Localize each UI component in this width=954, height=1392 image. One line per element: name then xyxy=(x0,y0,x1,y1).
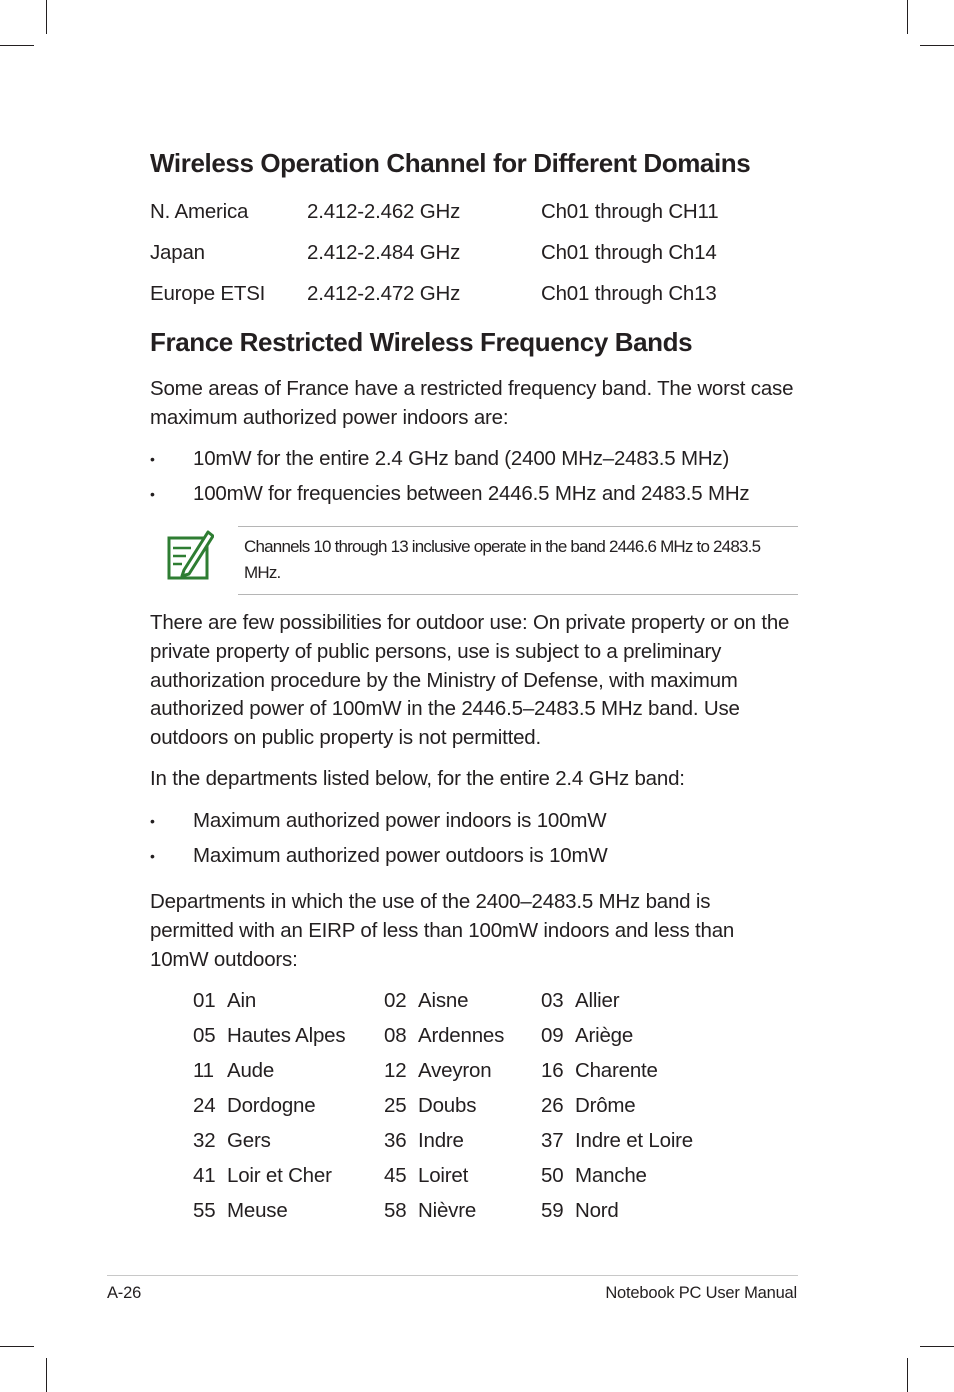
department-name: Ardennes xyxy=(418,1024,505,1047)
bullet-marker: • xyxy=(150,848,155,864)
department-number: 24 xyxy=(193,1094,216,1117)
department-name: Meuse xyxy=(227,1199,288,1222)
region-cell: Europe ETSI xyxy=(150,282,266,305)
department-number: 37 xyxy=(541,1129,564,1152)
department-name: Nord xyxy=(575,1199,619,1222)
crop-mark xyxy=(0,1346,34,1347)
list-item: Maximum authorized power outdoors is 10mW xyxy=(193,844,608,867)
region-cell: N. America xyxy=(150,200,249,223)
page-number: A-26 xyxy=(107,1284,142,1302)
list-item: Maximum authorized power indoors is 100mW xyxy=(193,809,607,832)
crop-mark xyxy=(46,1358,47,1392)
bullet-marker: • xyxy=(150,451,155,467)
department-number: 50 xyxy=(541,1164,564,1187)
department-name: Aveyron xyxy=(418,1059,492,1082)
crop-mark xyxy=(920,45,954,46)
department-number: 59 xyxy=(541,1199,564,1222)
department-number: 41 xyxy=(193,1164,216,1187)
department-number: 12 xyxy=(384,1059,407,1082)
department-number: 25 xyxy=(384,1094,407,1117)
department-name: Aisne xyxy=(418,989,469,1012)
manual-title: Notebook PC User Manual xyxy=(605,1284,797,1302)
bullet-marker: • xyxy=(150,813,155,829)
section-title-france-bands: France Restricted Wireless Frequency Bands xyxy=(150,327,693,357)
crop-mark xyxy=(907,0,908,34)
department-number: 01 xyxy=(193,989,216,1012)
department-number: 55 xyxy=(193,1199,216,1222)
list-item: 10mW for the entire 2.4 GHz band (2400 MHz–2483.5 MHz) xyxy=(193,447,730,470)
department-number: 09 xyxy=(541,1024,564,1047)
department-name: Loiret xyxy=(418,1164,469,1187)
bullet-marker: • xyxy=(150,486,155,502)
list-item: 100mW for frequencies between 2446.5 MHz and 2483.5 MHz xyxy=(193,482,750,505)
department-number: 32 xyxy=(193,1129,216,1152)
note-text: Channels 10 through 13 inclusive operate in the band 2446.6 MHz to 2483.5 MHz. xyxy=(244,537,761,582)
footer-divider xyxy=(107,1275,798,1276)
note-pencil-icon xyxy=(166,526,214,582)
department-number: 11 xyxy=(193,1059,214,1082)
department-name: Nièvre xyxy=(418,1199,477,1222)
department-name: Indre et Loire xyxy=(575,1129,693,1152)
region-cell: Japan xyxy=(150,241,205,264)
departments-intro: In the departments listed below, for the entire 2.4 GHz band: xyxy=(150,767,685,790)
channels-cell: Ch01 through Ch14 xyxy=(541,241,717,264)
channels-cell: Ch01 through CH11 xyxy=(541,200,719,223)
department-name: Hautes Alpes xyxy=(227,1024,346,1047)
department-name: Dordogne xyxy=(227,1094,316,1117)
department-number: 58 xyxy=(384,1199,407,1222)
department-number: 36 xyxy=(384,1129,407,1152)
department-name: Gers xyxy=(227,1129,271,1152)
intro-paragraph: Some areas of France have a restricted frequency band. The worst case maximum authorized power indoors are: xyxy=(150,377,794,429)
section-title-wireless-channels: Wireless Operation Channel for Different Domains xyxy=(150,148,751,178)
department-name: Ariège xyxy=(575,1024,634,1047)
frequency-cell: 2.412-2.462 GHz xyxy=(307,200,461,223)
department-name: Drôme xyxy=(575,1094,636,1117)
department-name: Charente xyxy=(575,1059,658,1082)
departments-paragraph: Departments in which the use of the 2400–2483.5 MHz band is permitted with an EIRP of less than 100mW indoors and less than 10mW outdoors: xyxy=(150,890,735,971)
department-name: Indre xyxy=(418,1129,464,1152)
department-number: 02 xyxy=(384,989,407,1012)
department-number: 03 xyxy=(541,989,564,1012)
crop-mark xyxy=(46,0,47,34)
department-number: 05 xyxy=(193,1024,216,1047)
frequency-cell: 2.412-2.484 GHz xyxy=(307,241,461,264)
department-number: 45 xyxy=(384,1164,407,1187)
department-number: 08 xyxy=(384,1024,407,1047)
crop-mark xyxy=(920,1346,954,1347)
note-box xyxy=(238,526,798,595)
department-number: 16 xyxy=(541,1059,564,1082)
department-name: Aude xyxy=(227,1059,275,1082)
department-name: Ain xyxy=(227,989,257,1012)
outdoor-paragraph: There are few possibilities for outdoor use: On private property or on the private property of public persons, use is subject to a preliminary authorization procedure by the Ministry of Defense, with maximum authorized power of 100mW in the 2446.5–2483.5 MHz band. Use outdoors on public property is not permitted. xyxy=(150,611,790,750)
department-number: 26 xyxy=(541,1094,564,1117)
department-name: Manche xyxy=(575,1164,647,1187)
department-name: Allier xyxy=(575,989,620,1012)
frequency-cell: 2.412-2.472 GHz xyxy=(307,282,461,305)
channels-cell: Ch01 through Ch13 xyxy=(541,282,717,305)
department-name: Loir et Cher xyxy=(227,1164,332,1187)
crop-mark xyxy=(0,45,34,46)
crop-mark xyxy=(907,1358,908,1392)
department-name: Doubs xyxy=(418,1094,477,1117)
